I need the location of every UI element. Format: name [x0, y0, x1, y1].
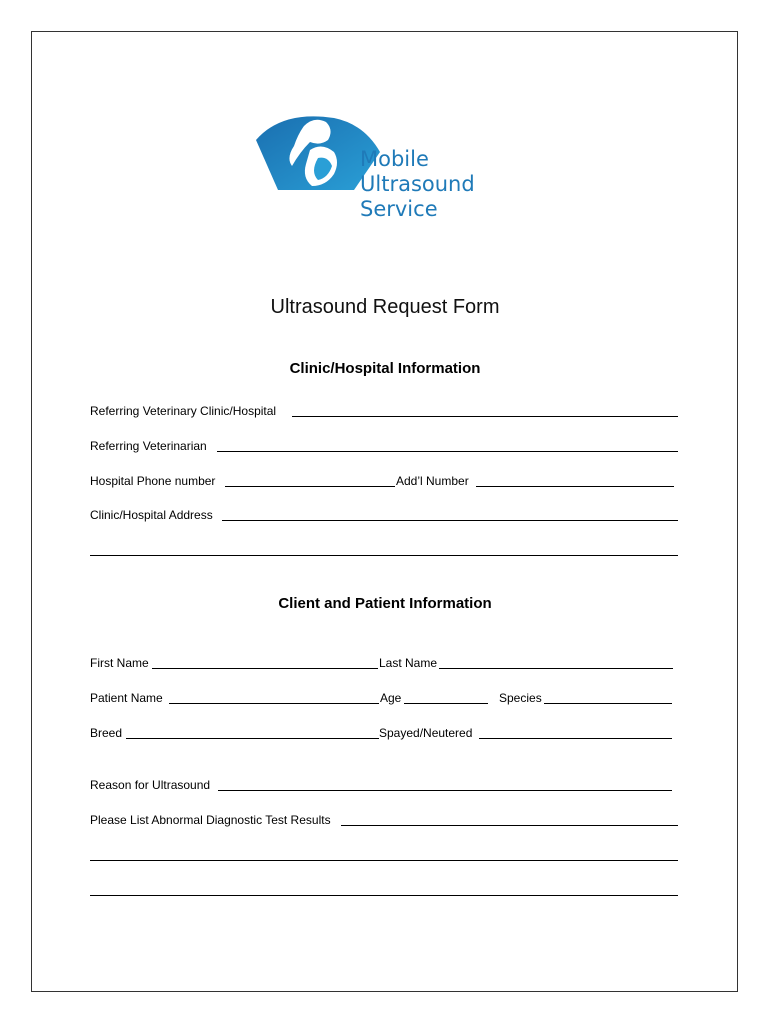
vet-field[interactable]	[217, 451, 678, 452]
form-title: Ultrasound Request Form	[270, 296, 500, 318]
species-label: Species	[499, 691, 542, 705]
address-field[interactable]	[222, 520, 678, 521]
phone-field[interactable]	[225, 486, 395, 487]
age-field[interactable]	[404, 703, 488, 704]
abnormal-field-line-2[interactable]	[90, 860, 678, 861]
age-label: Age	[380, 691, 402, 705]
clinic-section-heading: Clinic/Hospital Information	[289, 360, 481, 377]
clinic-name-field[interactable]	[292, 416, 678, 417]
patient-name-field[interactable]	[169, 703, 379, 704]
logo-line-service: Service	[360, 197, 438, 221]
spayed-label: Spayed/Neutered	[379, 726, 473, 740]
vet-label: Referring Veterinarian	[90, 439, 207, 453]
abnormal-field[interactable]	[341, 825, 678, 826]
abnormal-row	[90, 812, 680, 828]
reason-row	[90, 777, 680, 793]
breed-row	[90, 725, 680, 741]
address-row	[90, 507, 680, 523]
species-field[interactable]	[544, 703, 672, 704]
abnormal-row-2	[90, 847, 680, 863]
phone-row	[90, 473, 680, 489]
patient-section-heading: Client and Patient Information	[278, 595, 492, 612]
reason-label: Reason for Ultrasound	[90, 778, 211, 792]
logo-line-ultrasound: Ultrasound	[360, 172, 475, 196]
breed-label: Breed	[90, 726, 123, 740]
logo-line-mobile: Mobile	[360, 147, 429, 171]
address-label: Clinic/Hospital Address	[90, 508, 213, 522]
patient-row	[90, 690, 680, 706]
addl-number-field[interactable]	[476, 486, 674, 487]
address-field-line-2[interactable]	[90, 555, 678, 556]
phone-label: Hospital Phone number	[90, 474, 216, 488]
vet-row	[90, 438, 680, 454]
spayed-field[interactable]	[479, 738, 672, 739]
last-name-field[interactable]	[439, 668, 673, 669]
clinic-name-row	[90, 403, 680, 419]
abnormal-label: Please List Abnormal Diagnostic Test Results	[90, 813, 331, 827]
abnormal-row-3	[90, 882, 680, 898]
address-row-2	[90, 542, 680, 558]
patient-name-label: Patient Name	[90, 691, 163, 705]
addl-number-label: Add’l Number	[396, 474, 469, 488]
first-name-label: First Name	[90, 656, 149, 670]
reason-field[interactable]	[218, 790, 672, 791]
logo-text	[360, 147, 475, 222]
name-row	[90, 655, 680, 671]
last-name-label: Last Name	[379, 656, 438, 670]
clinic-name-label: Referring Veterinary Clinic/Hospital	[90, 404, 277, 418]
first-name-field[interactable]	[152, 668, 378, 669]
breed-field[interactable]	[126, 738, 379, 739]
abnormal-field-line-3[interactable]	[90, 895, 678, 896]
